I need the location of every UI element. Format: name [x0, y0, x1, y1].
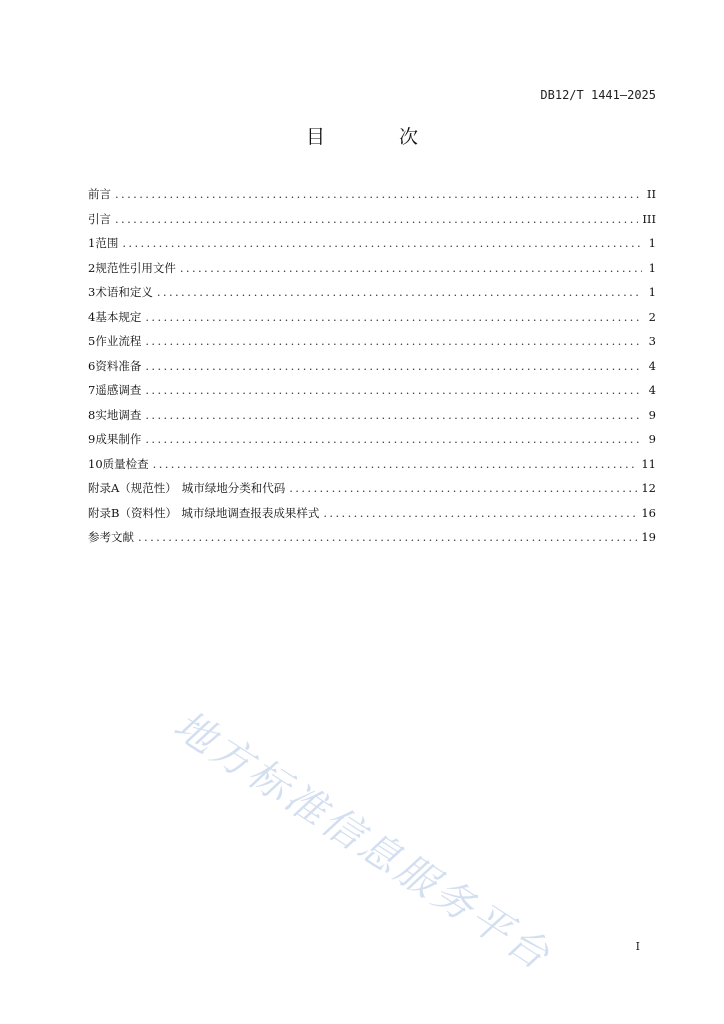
- toc-number: 3: [88, 285, 96, 299]
- toc-leader: [145, 359, 642, 373]
- page-title: 目 次: [305, 126, 453, 148]
- toc-leader: [115, 187, 642, 201]
- toc-page: 1: [648, 285, 656, 299]
- watermark: 地方标准信息服务平台: [165, 702, 560, 981]
- toc-label: 前言: [88, 187, 111, 201]
- toc-entry-9[interactable]: [88, 431, 656, 456]
- toc-leader: [122, 236, 642, 250]
- toc-page: 2: [648, 309, 656, 324]
- toc-leader: [289, 481, 637, 495]
- toc-number: 10: [88, 456, 103, 471]
- toc-label: 范围: [95, 236, 119, 250]
- toc-page: 3: [648, 334, 656, 348]
- toc-leader: [153, 457, 638, 471]
- toc-entry-1[interactable]: [88, 235, 656, 260]
- standard-code: DB12/T 1441—2025: [540, 88, 656, 102]
- toc-leader: [145, 310, 642, 324]
- toc-entry-appendix-b[interactable]: [88, 505, 656, 530]
- toc-entry-3[interactable]: [88, 284, 656, 309]
- toc-entry-10[interactable]: [88, 456, 656, 481]
- toc-page: 1: [648, 236, 656, 250]
- toc-page: II: [646, 187, 656, 201]
- toc-label-title: 城市绿地分类和代码: [181, 481, 286, 495]
- toc-leader: [115, 212, 638, 226]
- toc-entry-8[interactable]: [88, 407, 656, 432]
- toc-label: 参考文献: [88, 530, 134, 544]
- toc-page: 9: [648, 432, 656, 446]
- toc-page: 4: [648, 383, 656, 397]
- toc-label: 附录A（规范性）: [88, 481, 177, 495]
- toc-entry-appendix-a[interactable]: [88, 480, 656, 505]
- toc-leader: [145, 408, 642, 422]
- toc-number: 5: [88, 334, 96, 348]
- toc-label: 质量检查: [102, 456, 149, 471]
- toc-leader: [323, 506, 637, 520]
- toc-leader: [157, 285, 642, 299]
- toc-page: 9: [648, 407, 656, 422]
- page-number: I: [635, 940, 640, 953]
- toc-entry-7[interactable]: [88, 382, 656, 407]
- toc-entry-5[interactable]: [88, 333, 656, 358]
- toc-entry-foreword[interactable]: [88, 186, 656, 211]
- toc-page: III: [642, 211, 656, 226]
- toc-leader: [180, 261, 642, 275]
- toc-number: 6: [88, 358, 96, 373]
- toc-number: 1: [88, 236, 96, 250]
- toc-label: 引言: [88, 211, 111, 226]
- toc-label: 作业流程: [95, 334, 142, 348]
- toc-number: 8: [88, 407, 96, 422]
- toc-label: 遥感调查: [95, 383, 142, 397]
- toc-label: 资料准备: [95, 358, 142, 373]
- toc-label: 实地调查: [95, 407, 142, 422]
- toc-label: 规范性引用文件: [95, 260, 176, 275]
- toc-entry-2[interactable]: [88, 260, 656, 285]
- toc-label: 基本规定: [95, 309, 142, 324]
- toc-label: 术语和定义: [95, 285, 153, 299]
- toc-leader: [145, 432, 642, 446]
- toc-number: 4: [88, 309, 96, 324]
- toc-page: 4: [648, 358, 656, 373]
- toc-number: 7: [88, 383, 96, 397]
- toc-number: 9: [88, 432, 96, 446]
- toc-label: 成果制作: [95, 432, 142, 446]
- toc-page: 12: [641, 481, 656, 495]
- toc-leader: [145, 334, 642, 348]
- toc-page: 1: [648, 260, 656, 275]
- toc-page: 11: [641, 456, 656, 471]
- toc-leader: [145, 383, 642, 397]
- toc-entry-6[interactable]: [88, 358, 656, 383]
- table-of-contents: [88, 186, 656, 554]
- toc-label-title: 城市绿地调查报表成果样式: [181, 505, 320, 520]
- toc-leader: [138, 530, 637, 544]
- toc-number: 2: [88, 260, 96, 275]
- toc-page: 19: [641, 530, 656, 544]
- toc-page: 16: [641, 505, 656, 520]
- toc-entry-references[interactable]: [88, 529, 656, 554]
- toc-entry-introduction[interactable]: [88, 211, 656, 236]
- toc-entry-4[interactable]: [88, 309, 656, 334]
- toc-label: 附录B（资料性）: [88, 505, 177, 520]
